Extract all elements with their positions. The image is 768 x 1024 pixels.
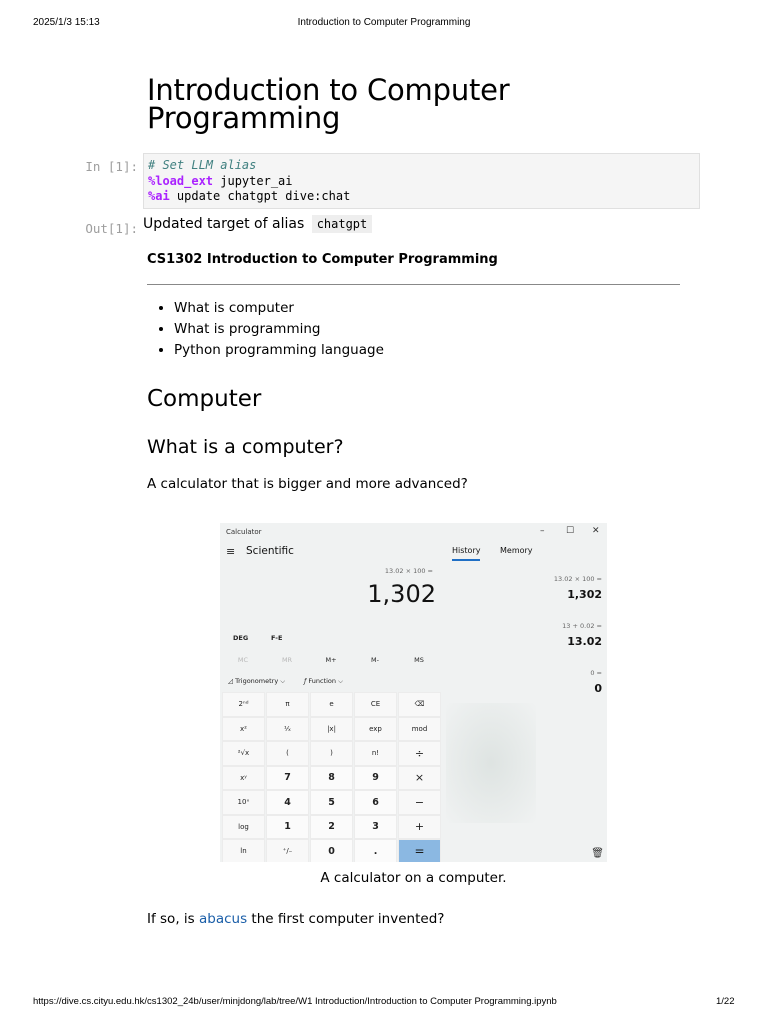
equals-button[interactable]: =: [398, 839, 441, 862]
print-page-number: 1/22: [716, 996, 735, 1007]
output-text: Updated target of alias: [143, 216, 305, 232]
history-value[interactable]: 13.02: [567, 635, 602, 648]
print-header-title: Introduction to Computer Programming: [297, 17, 471, 28]
tab-history[interactable]: History: [452, 546, 481, 555]
maximize-icon[interactable]: ☐: [566, 526, 575, 536]
angle-mode-button[interactable]: DEG: [233, 634, 249, 642]
key-exp[interactable]: exp: [354, 717, 397, 742]
chevron-down-icon: ⌵: [280, 677, 286, 685]
function-dropdown[interactable]: [304, 677, 343, 686]
calculator-window-title: Calculator: [226, 528, 262, 536]
code-text: update chatgpt dive:chat: [169, 189, 351, 203]
history-expression: 0 =: [590, 669, 602, 677]
key-negate[interactable]: ⁺/₋: [266, 839, 309, 862]
paragraph-abacus: [147, 911, 444, 927]
key-factorial[interactable]: n!: [354, 741, 397, 766]
key-e[interactable]: e: [310, 692, 353, 717]
paragraph-text: the first computer invented?: [247, 911, 445, 927]
output-code: chatgpt: [312, 215, 373, 233]
list-item: • Python programming language: [174, 340, 384, 361]
key-ln[interactable]: ln: [222, 839, 265, 862]
course-heading: CS1302 Introduction to Computer Programming: [147, 252, 498, 267]
code-magic-load-ext: %load_ext: [148, 173, 214, 188]
trash-icon[interactable]: 🗑: [591, 848, 604, 859]
fe-button[interactable]: F-E: [271, 634, 283, 642]
memory-recall-button[interactable]: MR: [281, 656, 293, 664]
calculator-screenshot: [220, 523, 607, 862]
key-close-paren[interactable]: ): [310, 741, 353, 766]
divide-icon[interactable]: ÷: [398, 741, 441, 766]
key-3[interactable]: 3: [354, 815, 397, 840]
code-magic-ai: %ai: [148, 189, 170, 203]
multiply-icon[interactable]: ×: [398, 766, 441, 791]
subsection-heading-what-is: What is a computer?: [147, 436, 344, 458]
key-square-root[interactable]: ²√x: [222, 741, 265, 766]
abacus-link[interactable]: abacus: [198, 911, 248, 927]
key-second[interactable]: 2ⁿᵈ: [222, 692, 265, 717]
memory-store-button[interactable]: MS: [414, 656, 424, 664]
key-open-paren[interactable]: (: [266, 741, 309, 766]
function-label: Function: [308, 677, 337, 685]
memory-clear-button[interactable]: MC: [237, 656, 249, 664]
input-prompt: In [1]:: [85, 159, 138, 174]
key-2[interactable]: 2: [310, 815, 353, 840]
function-icon: ƒ: [304, 677, 307, 685]
key-log[interactable]: log: [222, 815, 265, 840]
history-expression: 13.02 × 100 =: [553, 575, 602, 583]
code-cell[interactable]: [143, 153, 700, 209]
trigonometry-dropdown[interactable]: [228, 677, 285, 686]
triangle-ruler-icon: ◿: [228, 677, 233, 685]
blurred-area: [446, 703, 536, 823]
image-caption: A calculator on a computer.: [320, 870, 507, 886]
key-9[interactable]: 9: [354, 766, 397, 791]
print-footer-url: https://dive.cs.cityu.edu.hk/cs1302_24b/user/minjdong/lab/tree/W1 Introduction/Introduction to Computer Programming.ipynb: [33, 996, 557, 1007]
list-item: • What is computer: [174, 298, 384, 319]
key-clear-entry[interactable]: CE: [354, 692, 397, 717]
code-text: jupyter_ai: [213, 173, 293, 188]
page-title-line2: Programming: [147, 101, 341, 135]
code-comment: # Set LLM alias: [148, 158, 257, 172]
page-title-line1: Introduction to Computer: [147, 73, 510, 107]
key-6[interactable]: 6: [354, 790, 397, 815]
calculator-keypad: [222, 692, 441, 862]
tab-memory[interactable]: Memory: [500, 546, 533, 555]
paragraph-text: If so, is: [147, 911, 199, 927]
key-reciprocal[interactable]: ¹⁄ₓ: [266, 717, 309, 742]
chevron-down-icon: ⌵: [338, 677, 344, 685]
history-value[interactable]: 1,302: [567, 588, 602, 601]
print-datetime: 2025/1/3 15:13: [33, 17, 100, 28]
close-icon[interactable]: ✕: [592, 526, 600, 536]
history-value[interactable]: 0: [594, 682, 602, 695]
page-title: [147, 73, 707, 135]
output-prompt: Out[1]:: [85, 221, 138, 236]
key-mod[interactable]: mod: [398, 717, 441, 742]
output-area: [143, 216, 372, 232]
memory-add-button[interactable]: M+: [325, 656, 337, 664]
key-square[interactable]: x²: [222, 717, 265, 742]
key-5[interactable]: 5: [310, 790, 353, 815]
key-power[interactable]: xʸ: [222, 766, 265, 791]
memory-subtract-button[interactable]: M-: [371, 656, 379, 664]
divider: [147, 284, 680, 285]
key-decimal[interactable]: .: [354, 839, 397, 862]
key-8[interactable]: 8: [310, 766, 353, 791]
calculator-expression: 13.02 × 100 =: [384, 567, 433, 575]
plus-icon[interactable]: +: [398, 815, 441, 840]
backspace-icon[interactable]: ⌫: [398, 692, 441, 717]
minimize-icon[interactable]: –: [540, 526, 545, 536]
calculator-mode: Scientific: [246, 545, 294, 557]
history-expression: 13 + 0.02 =: [562, 622, 602, 630]
key-ten-power[interactable]: 10ˣ: [222, 790, 265, 815]
hamburger-menu-icon[interactable]: ≡: [226, 545, 236, 558]
key-0[interactable]: 0: [310, 839, 353, 862]
key-absolute[interactable]: |x|: [310, 717, 353, 742]
topic-list: [147, 298, 384, 361]
calculator-result: 1,302: [367, 580, 436, 608]
key-1[interactable]: 1: [266, 815, 309, 840]
key-4[interactable]: 4: [266, 790, 309, 815]
list-item: • What is programming: [174, 319, 384, 340]
tab-history-underline: [452, 559, 480, 561]
trigonometry-label: Trigonometry: [235, 677, 279, 685]
section-heading-computer: Computer: [147, 386, 262, 412]
key-7[interactable]: 7: [266, 766, 309, 791]
minus-icon[interactable]: −: [398, 790, 441, 815]
key-pi[interactable]: π: [266, 692, 309, 717]
paragraph-calculator: A calculator that is bigger and more advanced?: [147, 476, 468, 492]
